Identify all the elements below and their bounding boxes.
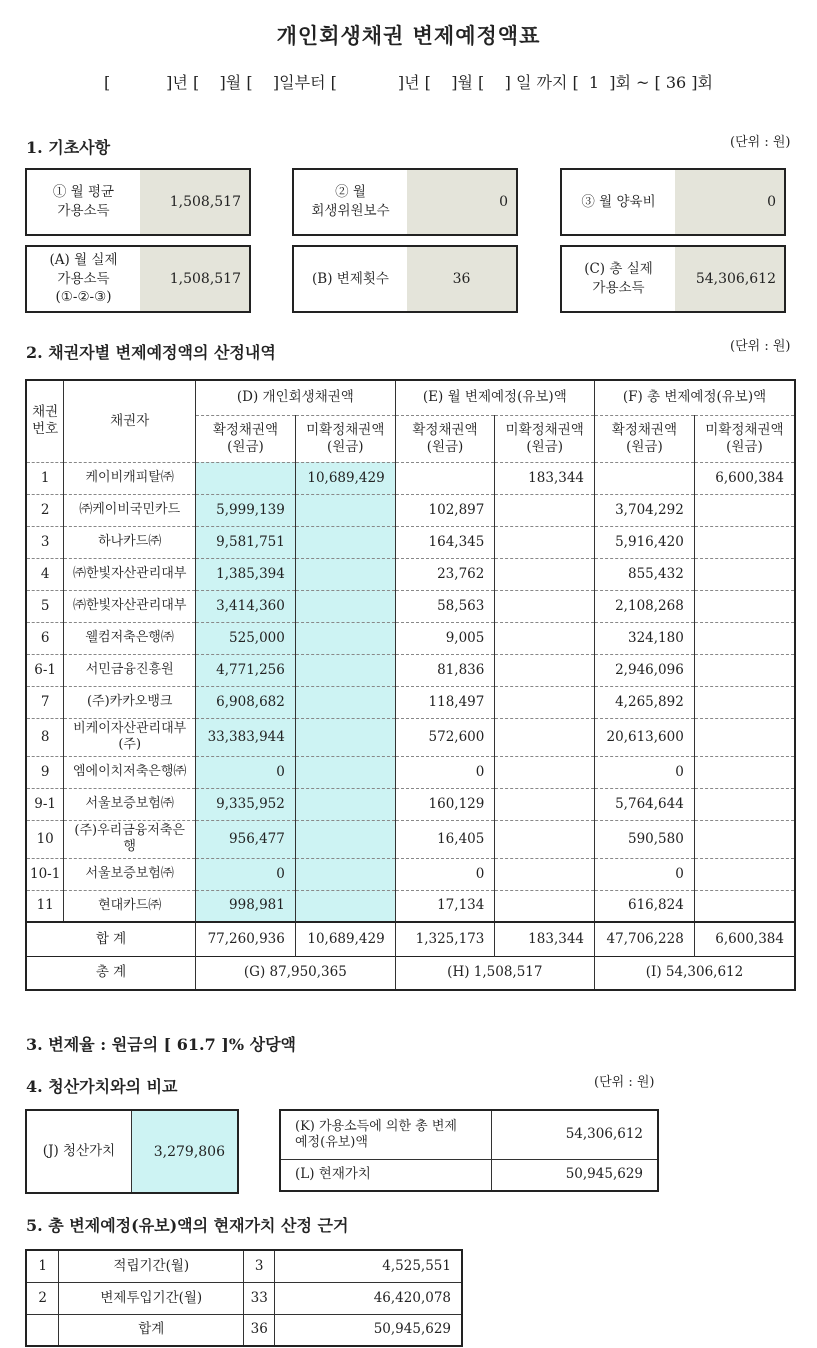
header-D: (D) 개인회생채권액	[196, 380, 396, 415]
creditor-name-cell: 서울보증보험㈜	[64, 858, 196, 890]
table-row	[26, 526, 795, 558]
e-unconfirmed-cell	[495, 686, 595, 718]
f-unconfirmed-cell	[694, 890, 795, 922]
trustee-fee-box	[292, 168, 518, 236]
actual-income-label: (A) 월 실제 가용소득 (①-②-③)	[27, 247, 140, 311]
total-H: (H) 1,508,517	[395, 956, 594, 990]
table-row	[26, 686, 795, 718]
f-confirmed-cell: 324,180	[595, 622, 695, 654]
e-confirmed-cell: 0	[395, 756, 495, 788]
unit-label-4: (단위 : 원)	[594, 1075, 655, 1090]
table-row	[26, 1314, 462, 1346]
f-unconfirmed-cell	[694, 820, 795, 858]
f-unconfirmed-cell	[694, 654, 795, 686]
creditor-name-cell: (주)카카오뱅크	[64, 686, 196, 718]
d-unconfirmed-cell	[295, 890, 395, 922]
d-confirmed-cell: 956,477	[196, 820, 296, 858]
creditor-no-cell: 11	[26, 890, 64, 922]
pv-amount-cell: 50,945,629	[275, 1314, 462, 1346]
L-label: (L) 현재가치	[280, 1159, 491, 1191]
pv-months-cell: 33	[244, 1282, 275, 1314]
child-support-label: ③ 월 양육비	[562, 170, 675, 234]
creditor-name-cell: 서민금융진흥원	[64, 654, 196, 686]
d-confirmed-cell: 0	[196, 756, 296, 788]
creditor-name-cell: ㈜한빛자산관리대부	[64, 590, 196, 622]
repayment-period: [ ]년 [ ]월 [ ]일부터 [ ]년 [ ]월 [ ] 일 까지 [ 1 ]회 ~ [ 36 ]회	[103, 73, 714, 92]
table-row	[26, 890, 795, 922]
d-confirmed-cell: 33,383,944	[196, 718, 296, 756]
e-unconfirmed-cell	[495, 622, 595, 654]
table-row	[26, 558, 795, 590]
page-title: 개인회생채권 변제예정액표	[276, 23, 541, 48]
d-unconfirmed-cell	[295, 788, 395, 820]
actual-income-box	[25, 245, 251, 313]
creditor-name-cell: 서울보증보험㈜	[64, 788, 196, 820]
e-confirmed-cell: 23,762	[395, 558, 495, 590]
d-confirmed-cell	[196, 462, 296, 494]
f-confirmed-cell: 0	[595, 756, 695, 788]
header-D-unconfirmed: 미확정채권액 (원금)	[295, 415, 395, 462]
creditor-name-cell: (주)우리금융저축은 행	[64, 820, 196, 858]
table-row	[26, 494, 795, 526]
liquidation-value-box	[25, 1109, 239, 1194]
creditor-no-cell: 9-1	[26, 788, 64, 820]
d-confirmed-cell: 4,771,256	[196, 654, 296, 686]
e-unconfirmed-cell	[495, 718, 595, 756]
unit-label-2: (단위 : 원)	[730, 339, 791, 354]
creditor-name-cell: 엠에이치저축은행㈜	[64, 756, 196, 788]
e-unconfirmed-cell	[495, 788, 595, 820]
total-G: (G) 87,950,365	[196, 956, 396, 990]
pv-label-cell: 적립기간(월)	[59, 1250, 244, 1282]
f-confirmed-cell: 590,580	[595, 820, 695, 858]
creditor-no-cell: 10-1	[26, 858, 64, 890]
d-unconfirmed-cell	[295, 756, 395, 788]
total-income-box	[560, 245, 786, 313]
d-unconfirmed-cell	[295, 858, 395, 890]
K-label: (K) 가용소득에 의한 총 변제 예정(유보)액	[280, 1110, 491, 1159]
f-confirmed-cell	[595, 462, 695, 494]
header-F-unconfirmed: 미확정채권액 (원금)	[694, 415, 795, 462]
pv-no-cell	[26, 1314, 59, 1346]
table-row	[26, 622, 795, 654]
header-creditor-no: 채권 번호	[26, 380, 64, 462]
e-unconfirmed-cell	[495, 890, 595, 922]
e-confirmed-cell: 16,405	[395, 820, 495, 858]
sum-d1: 77,260,936	[196, 922, 296, 956]
creditor-name-cell: ㈜케이비국민카드	[64, 494, 196, 526]
e-confirmed-cell: 81,836	[395, 654, 495, 686]
e-confirmed-cell: 102,897	[395, 494, 495, 526]
d-confirmed-cell: 9,335,952	[196, 788, 296, 820]
section4-heading: 4. 청산가치와의 비교	[26, 1077, 178, 1096]
creditor-name-cell: 현대카드㈜	[64, 890, 196, 922]
table-row	[26, 1282, 462, 1314]
creditor-no-cell: 6-1	[26, 654, 64, 686]
section3-heading: 3. 변제율 : 원금의 [ 61.7 ]% 상당액	[26, 1035, 297, 1054]
creditor-no-cell: 9	[26, 756, 64, 788]
creditor-no-cell: 7	[26, 686, 64, 718]
f-unconfirmed-cell	[694, 858, 795, 890]
f-confirmed-cell: 20,613,600	[595, 718, 695, 756]
repayment-count-label: (B) 변제횟수	[294, 247, 407, 311]
e-unconfirmed-cell	[495, 494, 595, 526]
d-confirmed-cell: 5,999,139	[196, 494, 296, 526]
e-confirmed-cell: 17,134	[395, 890, 495, 922]
sum-f1: 47,706,228	[595, 922, 695, 956]
e-confirmed-cell: 9,005	[395, 622, 495, 654]
total-income-label: (C) 총 실제 가용소득	[562, 247, 675, 311]
e-unconfirmed-cell	[495, 654, 595, 686]
f-unconfirmed-cell	[694, 718, 795, 756]
e-confirmed-cell: 160,129	[395, 788, 495, 820]
comparison-table	[279, 1109, 659, 1192]
e-confirmed-cell: 0	[395, 858, 495, 890]
d-unconfirmed-cell	[295, 718, 395, 756]
d-unconfirmed-cell: 10,689,429	[295, 462, 395, 494]
actual-income-value: 1,508,517	[140, 247, 249, 311]
creditor-no-cell: 5	[26, 590, 64, 622]
table-row	[26, 590, 795, 622]
e-unconfirmed-cell	[495, 756, 595, 788]
total-label: 총 계	[26, 956, 196, 990]
creditor-name-cell: 케이비캐피탈㈜	[64, 462, 196, 494]
e-unconfirmed-cell: 183,344	[495, 462, 595, 494]
header-E: (E) 월 변제예정(유보)액	[395, 380, 594, 415]
d-confirmed-cell: 9,581,751	[196, 526, 296, 558]
avg-income-box	[25, 168, 251, 236]
f-unconfirmed-cell: 6,600,384	[694, 462, 795, 494]
creditor-no-cell: 2	[26, 494, 64, 526]
f-confirmed-cell: 4,265,892	[595, 686, 695, 718]
avg-income-value: 1,508,517	[140, 170, 249, 234]
sum-e1: 1,325,173	[395, 922, 495, 956]
table-row	[26, 718, 795, 756]
f-confirmed-cell: 616,824	[595, 890, 695, 922]
header-creditor-name: 채권자	[64, 380, 196, 462]
f-confirmed-cell: 5,764,644	[595, 788, 695, 820]
f-confirmed-cell: 0	[595, 858, 695, 890]
header-D-confirmed: 확정채권액 (원금)	[196, 415, 296, 462]
table-row	[26, 462, 795, 494]
pv-months-cell: 36	[244, 1314, 275, 1346]
creditor-table	[25, 379, 796, 991]
pv-label-cell: 변제투입기간(월)	[59, 1282, 244, 1314]
e-confirmed-cell	[395, 462, 495, 494]
d-confirmed-cell: 525,000	[196, 622, 296, 654]
e-confirmed-cell: 572,600	[395, 718, 495, 756]
header-F-confirmed: 확정채권액 (원금)	[595, 415, 695, 462]
d-confirmed-cell: 1,385,394	[196, 558, 296, 590]
sum-e2: 183,344	[495, 922, 595, 956]
d-unconfirmed-cell	[295, 558, 395, 590]
creditor-name-cell: 하나카드㈜	[64, 526, 196, 558]
d-unconfirmed-cell	[295, 654, 395, 686]
liquidation-value: 3,279,806	[131, 1111, 237, 1192]
e-confirmed-cell: 164,345	[395, 526, 495, 558]
table-row	[26, 788, 795, 820]
f-unconfirmed-cell	[694, 494, 795, 526]
creditor-no-cell: 4	[26, 558, 64, 590]
f-unconfirmed-cell	[694, 590, 795, 622]
d-unconfirmed-cell	[295, 820, 395, 858]
f-confirmed-cell: 2,946,096	[595, 654, 695, 686]
f-unconfirmed-cell	[694, 622, 795, 654]
creditor-no-cell: 8	[26, 718, 64, 756]
repayment-count-value: 36	[407, 247, 516, 311]
sum-d2: 10,689,429	[295, 922, 395, 956]
creditor-no-cell: 1	[26, 462, 64, 494]
e-unconfirmed-cell	[495, 820, 595, 858]
d-confirmed-cell: 0	[196, 858, 296, 890]
creditor-no-cell: 10	[26, 820, 64, 858]
d-unconfirmed-cell	[295, 494, 395, 526]
d-unconfirmed-cell	[295, 686, 395, 718]
pv-amount-cell: 4,525,551	[275, 1250, 462, 1282]
table-row	[26, 1250, 462, 1282]
e-unconfirmed-cell	[495, 558, 595, 590]
repayment-count-box	[292, 245, 518, 313]
f-confirmed-cell: 3,704,292	[595, 494, 695, 526]
d-confirmed-cell: 6,908,682	[196, 686, 296, 718]
header-E-unconfirmed: 미확정채권액 (원금)	[495, 415, 595, 462]
e-confirmed-cell: 118,497	[395, 686, 495, 718]
section1-heading: 1. 기초사항	[26, 138, 111, 157]
f-unconfirmed-cell	[694, 526, 795, 558]
pv-label-cell: 합계	[59, 1314, 244, 1346]
table-row	[26, 820, 795, 858]
creditor-no-cell: 3	[26, 526, 64, 558]
f-confirmed-cell: 5,916,420	[595, 526, 695, 558]
e-unconfirmed-cell	[495, 526, 595, 558]
trustee-fee-value: 0	[407, 170, 516, 234]
d-unconfirmed-cell	[295, 622, 395, 654]
f-unconfirmed-cell	[694, 558, 795, 590]
header-F: (F) 총 변제예정(유보)액	[595, 380, 796, 415]
d-unconfirmed-cell	[295, 590, 395, 622]
child-support-box	[560, 168, 786, 236]
f-unconfirmed-cell	[694, 788, 795, 820]
creditor-name-cell: 웰컴저축은행㈜	[64, 622, 196, 654]
pv-no-cell: 2	[26, 1282, 59, 1314]
creditor-name-cell: 비케이자산관리대부 (주)	[64, 718, 196, 756]
table-row	[26, 858, 795, 890]
creditor-name-cell: ㈜한빛자산관리대부	[64, 558, 196, 590]
pv-months-cell: 3	[244, 1250, 275, 1282]
d-unconfirmed-cell	[295, 526, 395, 558]
table-row	[26, 756, 795, 788]
pv-no-cell: 1	[26, 1250, 59, 1282]
e-unconfirmed-cell	[495, 858, 595, 890]
d-confirmed-cell: 3,414,360	[196, 590, 296, 622]
K-value: 54,306,612	[491, 1110, 658, 1159]
f-unconfirmed-cell	[694, 686, 795, 718]
f-confirmed-cell: 2,108,268	[595, 590, 695, 622]
trustee-fee-label: ② 월 회생위원보수	[294, 170, 407, 234]
f-confirmed-cell: 855,432	[595, 558, 695, 590]
section5-heading: 5. 총 변제예정(유보)액의 현재가치 산정 근거	[26, 1216, 349, 1235]
f-unconfirmed-cell	[694, 756, 795, 788]
unit-label-1: (단위 : 원)	[730, 135, 791, 150]
section2-heading: 2. 채권자별 변제예정액의 산정내역	[26, 343, 276, 362]
header-E-confirmed: 확정채권액 (원금)	[395, 415, 495, 462]
creditor-no-cell: 6	[26, 622, 64, 654]
child-support-value: 0	[675, 170, 784, 234]
total-I: (I) 54,306,612	[595, 956, 796, 990]
e-unconfirmed-cell	[495, 590, 595, 622]
sum-label: 합 계	[26, 922, 196, 956]
d-confirmed-cell: 998,981	[196, 890, 296, 922]
total-income-value: 54,306,612	[675, 247, 784, 311]
present-value-table	[25, 1249, 463, 1347]
L-value: 50,945,629	[491, 1159, 658, 1191]
e-confirmed-cell: 58,563	[395, 590, 495, 622]
sum-f2: 6,600,384	[694, 922, 795, 956]
table-row	[26, 654, 795, 686]
avg-income-label: ① 월 평균 가용소득	[27, 170, 140, 234]
liquidation-value-label: (J) 청산가치	[27, 1111, 131, 1192]
pv-amount-cell: 46,420,078	[275, 1282, 462, 1314]
